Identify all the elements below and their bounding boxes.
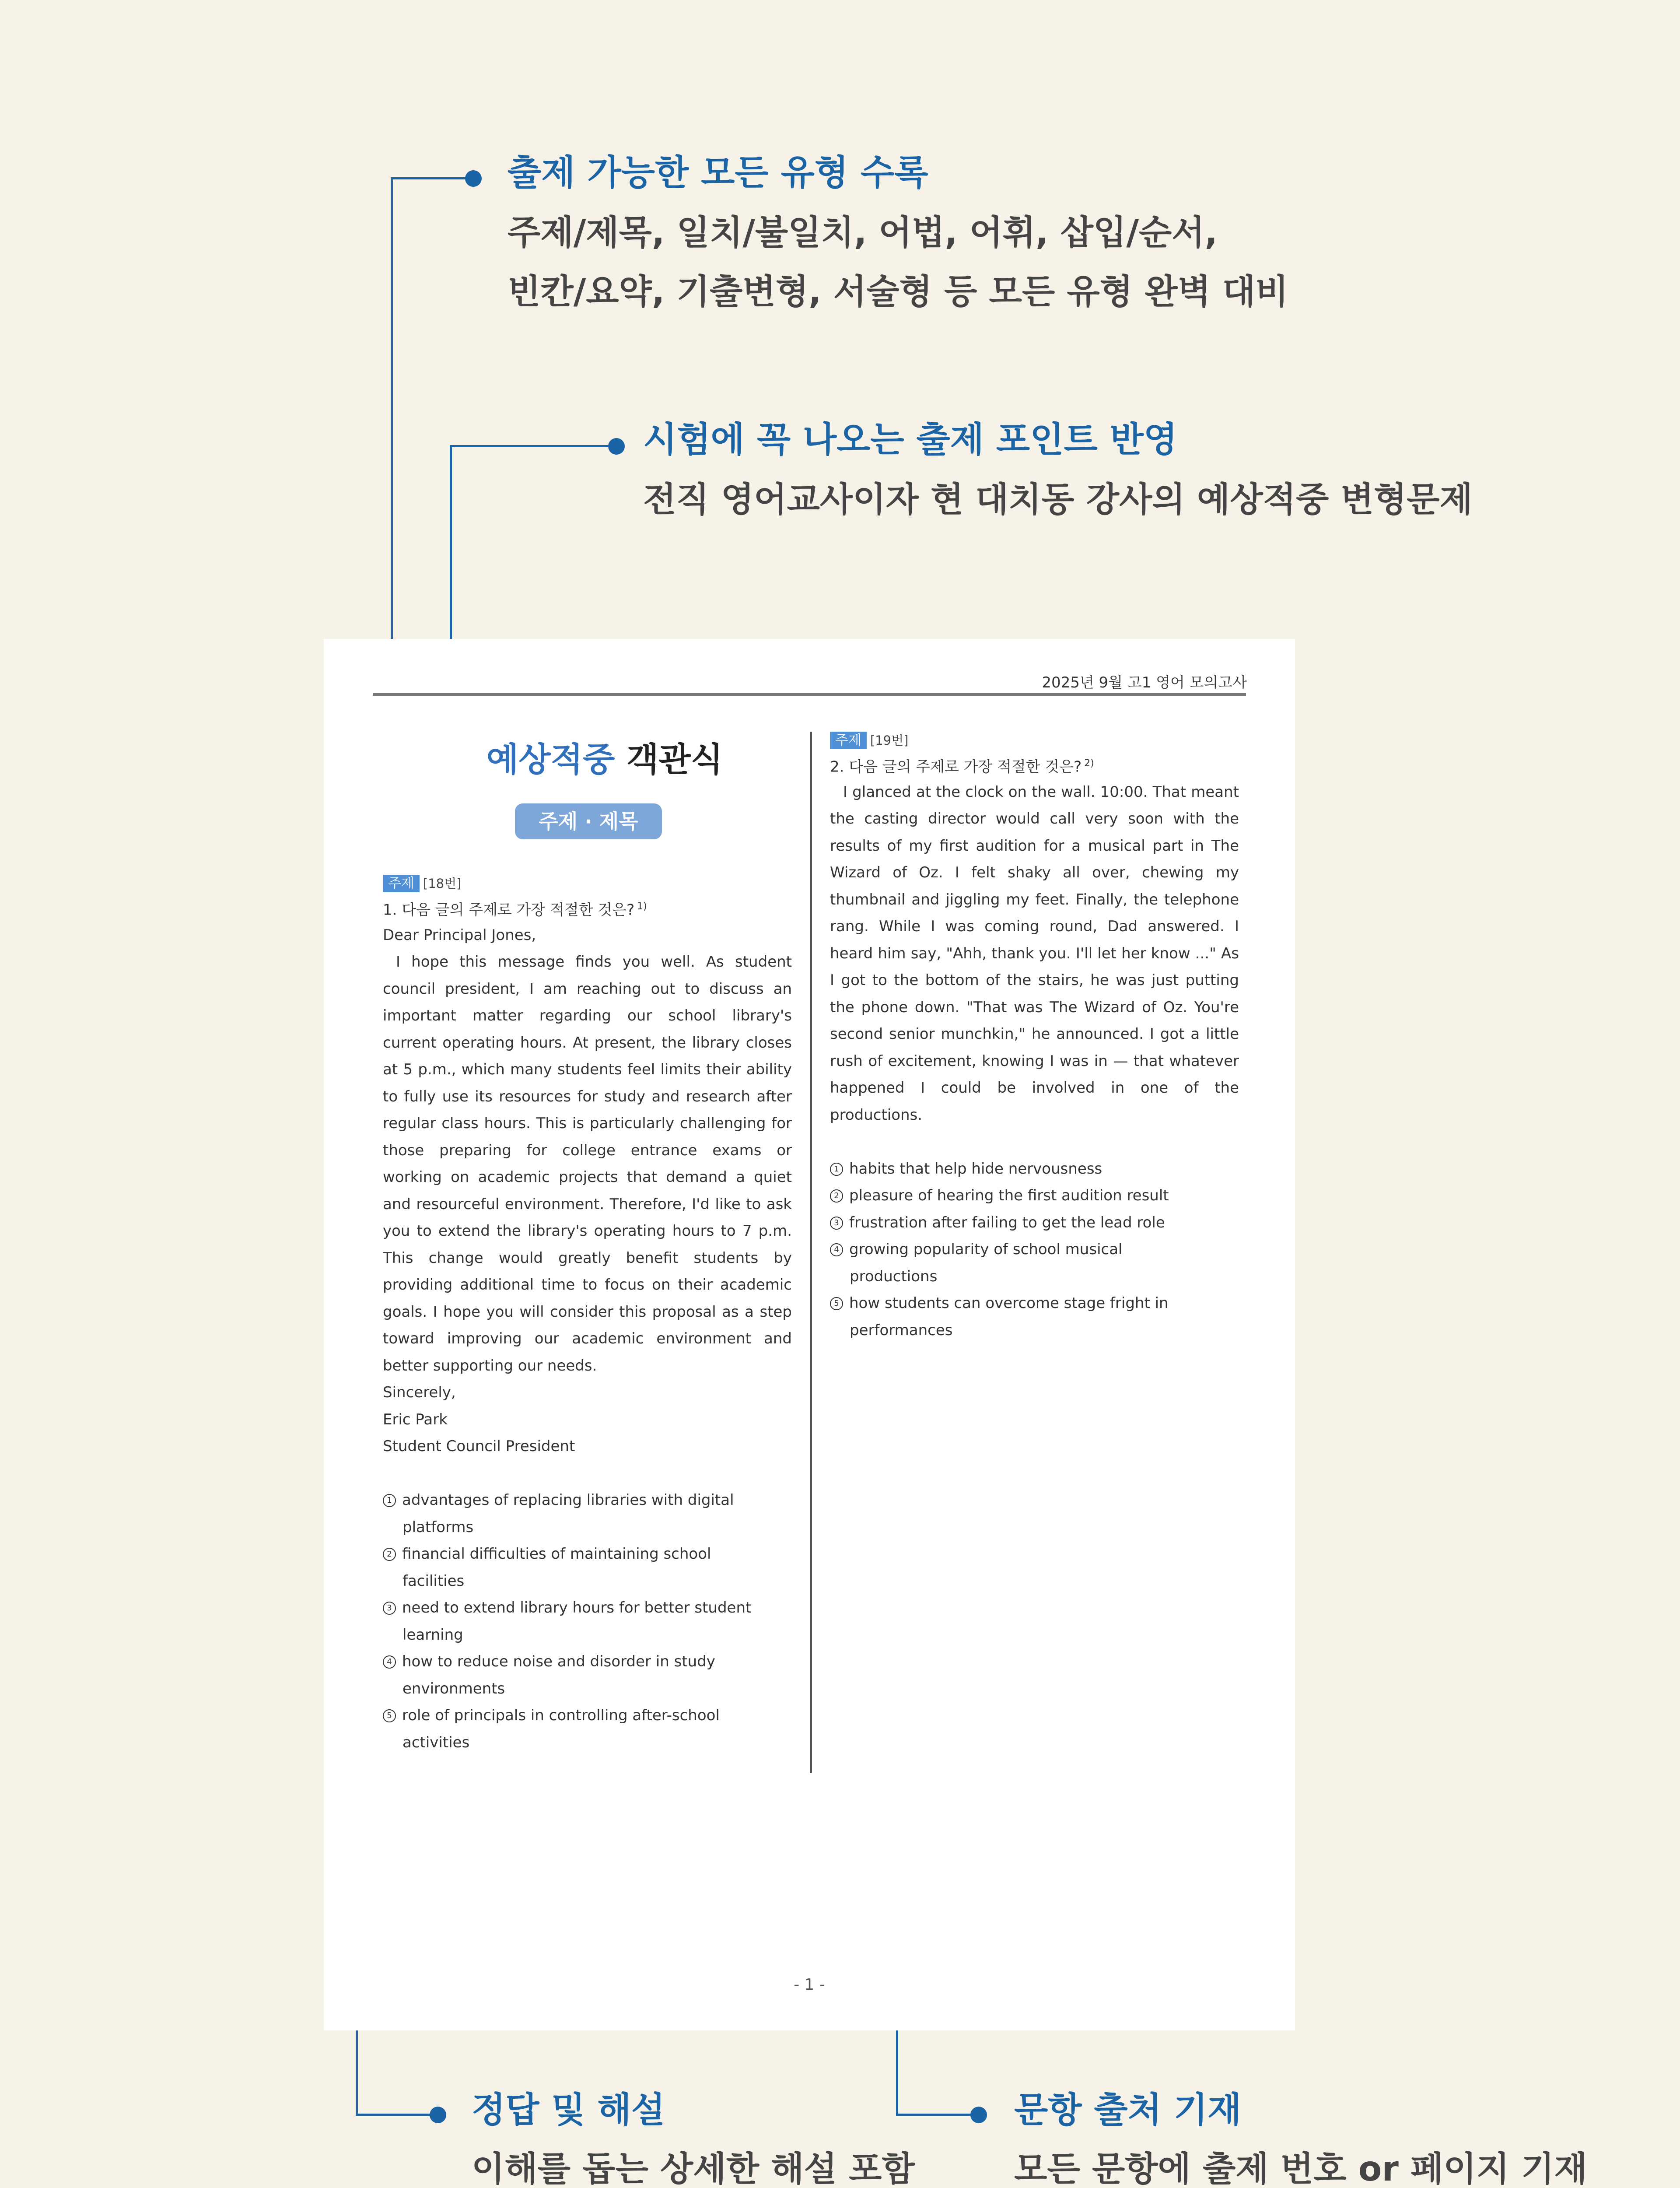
connector-dot-answers [430, 2107, 446, 2123]
callout-points-title: 시험에 꼭 나오는 출제 포인트 반영 [643, 419, 1178, 460]
column-divider [810, 732, 812, 1773]
callout-answers-title: 정답 및 해설 [472, 2090, 665, 2130]
answer-choice[interactable] [383, 1702, 792, 1756]
passage-body: I glanced at the clock on the wall. 10:00. That meant the casting director would call very soon with the results of my first audition for a musical part in The Wizard of Oz. I felt shaky all over, chewing my thumbnail and jiggling my feet. Finally, the telephone rang. While I was coming round, Dad answered. I heard him say, "Ahh, thank you. I'll let her know ..." As I got to the bottom of the stairs, he was just putting the phone down. "That was The Wizard of Oz. You're second senior munchkin," he announced. I got a little rush of excitement, knowing I was in — that whatever happened I could be involved in one of the productions. [830, 783, 1239, 1124]
callout-types-desc-1: 주제/제목, 일치/불일치, 어법, 어휘, 삽입/순서, [508, 213, 1218, 252]
section-title [473, 733, 736, 781]
choice-text: frustration after failing to get the lead role [849, 1213, 1165, 1231]
choice-text-cont: productions [850, 1267, 938, 1285]
section-title-main: 객관식 [626, 740, 723, 779]
connector-line-source-horizontal [896, 2114, 977, 2116]
question-1-tag-row [383, 872, 792, 894]
answer-choice[interactable] [830, 1182, 1239, 1210]
connector-line-types-horizontal [391, 177, 474, 179]
question-text: 2. 다음 글의 주제로 가장 적절한 것은? [830, 757, 1082, 775]
choice-text: need to extend library hours for better student [402, 1599, 752, 1617]
answer-choice[interactable] [830, 1210, 1239, 1237]
connector-dot-points [608, 438, 625, 455]
callout-points-desc: 전직 영어교사이자 현 대치동 강사의 예상적중 변형문제 [643, 480, 1473, 519]
choice-text-cont: learning [402, 1626, 463, 1644]
question-2 [830, 729, 1239, 1344]
choice-number-icon: 5 [383, 1709, 396, 1722]
callout-answers-desc: 이해를 돕는 상세한 해설 포함 [472, 2149, 915, 2188]
connector-line-points-horizontal [450, 445, 616, 447]
choice-text-cont: activities [402, 1733, 470, 1751]
page-header: 2025년 9월 고1 영어 모의고사 [1042, 674, 1247, 691]
answer-choice[interactable] [383, 1487, 792, 1541]
exam-page [324, 639, 1295, 2030]
page-number: - 1 - [794, 1976, 825, 1994]
callout-types-desc-2: 빈칸/요약, 기출변형, 서술형 등 모든 유형 완벽 대비 [508, 272, 1288, 312]
answer-choice[interactable] [383, 1595, 792, 1648]
letter-signature-name: Eric Park [383, 1410, 448, 1428]
choice-number-icon: 4 [830, 1243, 843, 1256]
choice-text: how to reduce noise and disorder in study [402, 1653, 715, 1671]
callout-source-desc: 모든 문항에 출제 번호 or 페이지 기재 [1014, 2149, 1587, 2188]
callout-types-title: 출제 가능한 모든 유형 수록 [508, 152, 928, 193]
choice-text: habits that help hide nervousness [849, 1160, 1102, 1178]
category-pill: 주제 · 제목 [515, 803, 662, 839]
choice-number-icon: 1 [830, 1163, 843, 1176]
letter-signature-role: Student Council President [383, 1438, 575, 1455]
connector-dot-source [970, 2107, 987, 2123]
question-tag: 주제 [383, 875, 420, 892]
question-2-tag-row [830, 729, 1239, 751]
passage-body: I hope this message finds you well. As student council president, I am reaching out to discuss an important matter regarding our school library's current operating hours. At present, the library closes at 5 p.m., which many students feel limits their ability to fully use its resources for study and research after regular class hours. This is particularly challenging for those preparing for college entrance exams or working on academic projects that demand a quiet and resourceful environment. Therefore, I'd like to ask you to extend the library's operating hours to 7 p.m. This change would greatly benefit students by providing additional time to focus on their academic goals. I hope you will consider this proposal as a step toward improving our academic environment and better supporting our needs. [383, 953, 792, 1375]
choice-number-icon: 2 [830, 1189, 843, 1203]
question-1 [383, 872, 792, 1756]
choice-number-icon: 3 [383, 1602, 396, 1615]
letter-salutation: Dear Principal Jones, [383, 926, 536, 944]
callout-source-title: 문항 출처 기재 [1014, 2090, 1242, 2130]
letter-closing: Sincerely, [383, 1384, 456, 1402]
question-source-number: [19번] [870, 733, 909, 748]
answer-choice[interactable] [830, 1290, 1239, 1344]
answer-choice[interactable] [830, 1156, 1239, 1183]
question-2-prompt [830, 751, 1239, 779]
question-text: 1. 다음 글의 주제로 가장 적절한 것은? [383, 901, 635, 919]
choice-number-icon: 4 [383, 1655, 396, 1669]
footnote-marker: 1) [637, 901, 647, 912]
choice-number-icon: 2 [383, 1548, 396, 1561]
choice-number-icon: 1 [383, 1494, 396, 1507]
choice-text: pleasure of hearing the first audition result [849, 1187, 1169, 1205]
choice-text: advantages of replacing libraries with digital [402, 1491, 734, 1509]
choice-text-cont: environments [402, 1680, 505, 1697]
choice-text-cont: facilities [402, 1572, 465, 1590]
section-title-accent: 예상적중 [486, 740, 615, 779]
connector-dot-types [465, 170, 482, 187]
answer-choice[interactable] [383, 1541, 792, 1595]
choice-text: role of principals in controlling after-school [402, 1707, 720, 1725]
question-source-number: [18번] [423, 876, 462, 891]
choice-text-cont: platforms [402, 1518, 474, 1536]
question-1-prompt [383, 894, 792, 922]
choice-text: financial difficulties of maintaining school [402, 1545, 711, 1563]
choice-text: growing popularity of school musical [849, 1241, 1123, 1259]
answer-choice[interactable] [830, 1236, 1239, 1290]
footnote-marker: 2) [1084, 757, 1094, 769]
header-rule [373, 693, 1246, 696]
choice-number-icon: 3 [830, 1217, 843, 1230]
connector-line-answers-horizontal [356, 2114, 437, 2116]
answer-choice[interactable] [383, 1648, 792, 1702]
choice-text: how students can overcome stage fright in [849, 1294, 1169, 1312]
choice-text-cont: performances [850, 1321, 953, 1339]
question-tag: 주제 [830, 732, 867, 749]
choice-number-icon: 5 [830, 1297, 843, 1310]
